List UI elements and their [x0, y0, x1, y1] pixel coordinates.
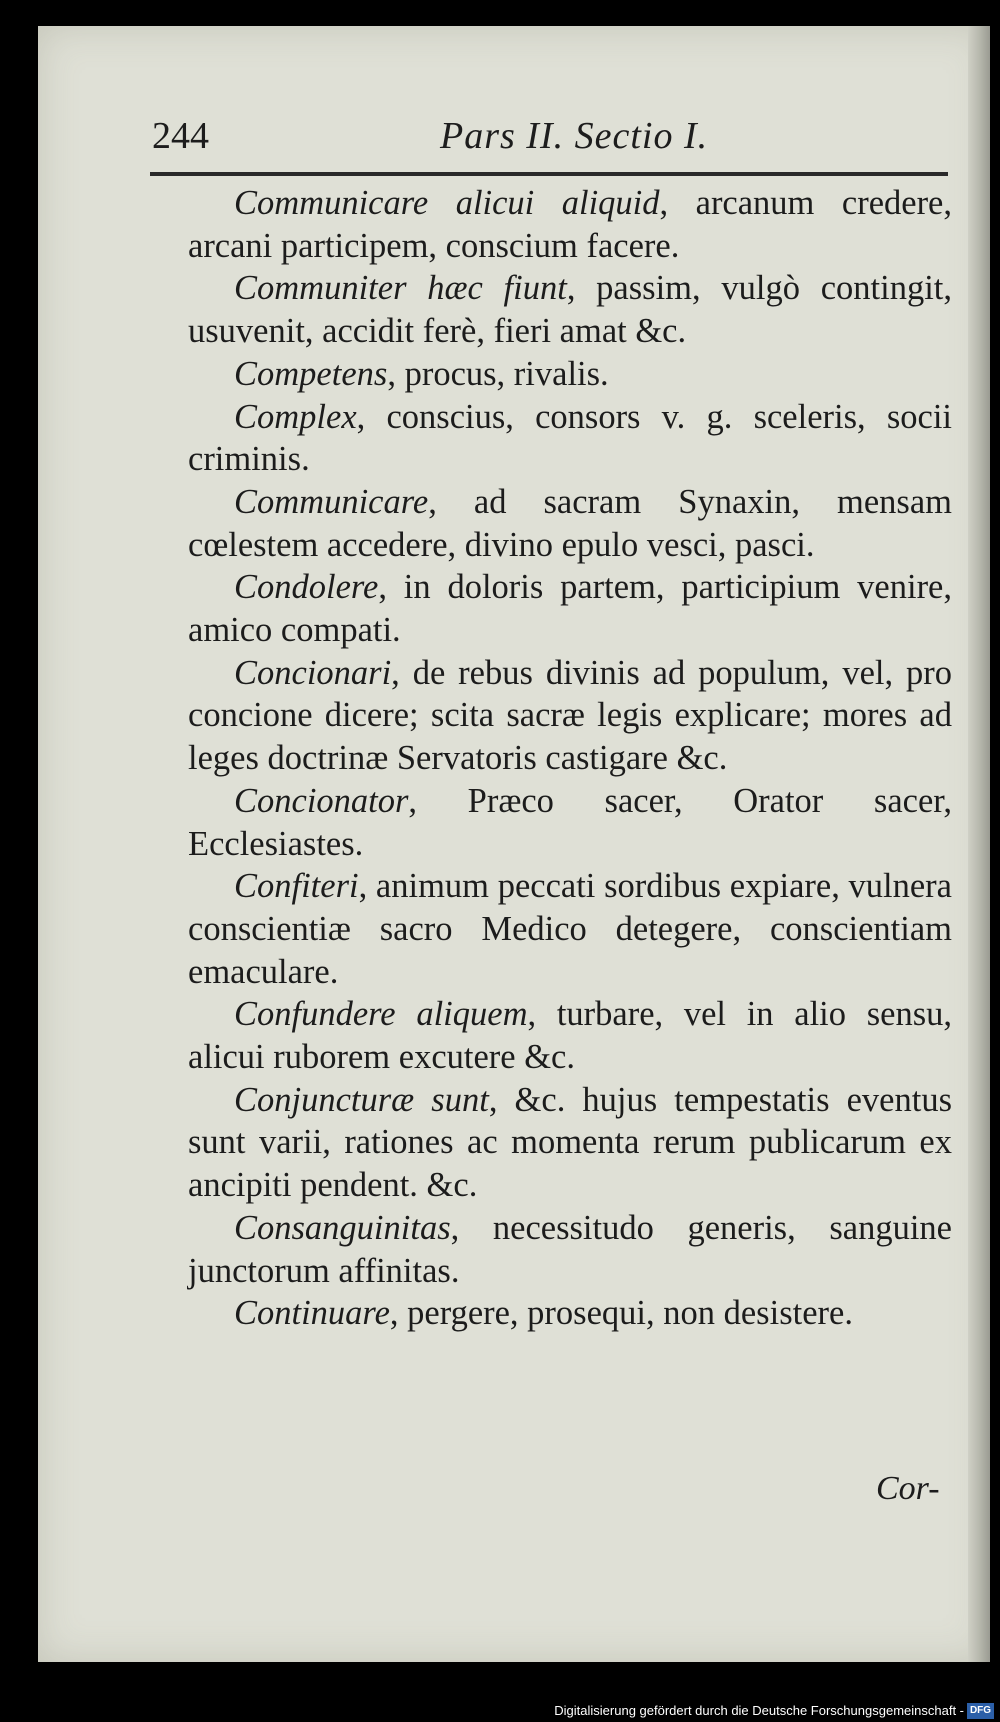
entry [188, 1292, 952, 1335]
footer-credit: Digitalisierung gefördert durch die Deutsche Forschungsgemeinschaft - [554, 1703, 964, 1718]
entry-text: , ad sacram Synaxin, mensam cœlestem accedere, divino epulo vesci, pasci. [188, 482, 952, 564]
entry [188, 780, 952, 865]
entry-lemma: Conjuncturæ sunt [234, 1080, 489, 1119]
entry-text: , passim, vulgò contingit, usuvenit, accidit ferè, fieri amat &c. [188, 269, 952, 351]
entry-text: , necessitudo generis, sanguine junctorum affinitas. [188, 1208, 952, 1290]
entry [188, 865, 952, 993]
entry-text: , turbare, vel in alio sensu, alicui ruborem excutere &c. [188, 995, 952, 1077]
entry-lemma: Condolere [234, 568, 379, 607]
entry-text: , procus, rivalis. [387, 354, 609, 393]
entry-lemma: Communicare [234, 482, 429, 521]
entry-lemma: Confundere aliquem [234, 995, 528, 1034]
entry [188, 267, 952, 352]
entry [188, 396, 952, 481]
entry-lemma: Complex [234, 397, 357, 436]
entry-text: , conscius, consors v. g. sceleris, socii criminis. [188, 397, 952, 479]
entry [188, 1207, 952, 1292]
entry [188, 1079, 952, 1207]
entry-text: , pergere, prosequi, non desistere. [389, 1294, 853, 1333]
page-edge [968, 26, 990, 1662]
entry [188, 993, 952, 1078]
running-title: Pars II. Sectio I. [440, 115, 709, 157]
entry-text: , de rebus divinis ad populum, vel, pro concione dicere; scita sacræ legis explicare; mores ad leges doctrinæ Servatoris castigare &c. [188, 653, 952, 778]
dfg-logo: DFG [967, 1703, 994, 1719]
entry [188, 481, 952, 566]
entry-lemma: Communicare alicui aliquid [234, 184, 660, 222]
entry-text: , Præco sacer, Orator sacer, Ecclesiastes. [188, 781, 952, 863]
entry-text: , &c. hujus tempestatis eventus sunt varii, rationes ac momenta rerum publicarum ex ancipiti pendent. &c. [188, 1080, 952, 1205]
entry-text: , animum peccati sordibus expiare, vulnera conscientiæ sacro Medico detegere, conscientiam emaculare. [188, 867, 952, 991]
entry-text: , in doloris partem, participium venire, amico compati. [188, 568, 952, 650]
entry [188, 353, 952, 396]
entry-lemma: Concionator [234, 781, 409, 820]
entry-lemma: Concionari [234, 653, 392, 692]
entry [188, 566, 952, 651]
entry-lemma: Competens [234, 354, 388, 393]
head-rule [150, 172, 948, 176]
entry-lemma: Communiter hæc fiunt [234, 269, 567, 308]
page-number: 244 [152, 115, 209, 157]
entry [188, 652, 952, 780]
dictionary-entries [188, 182, 952, 1335]
running-head [150, 92, 950, 157]
entry-lemma: Continuare [234, 1294, 390, 1333]
entry-lemma: Confiteri [234, 867, 359, 906]
entry-lemma: Consanguinitas [234, 1208, 451, 1247]
entry-text: , arcanum credere, arcani participem, conscium facere. [188, 184, 952, 265]
footer-bar [0, 1700, 1000, 1722]
entry [188, 182, 952, 267]
catchword: Cor- [876, 1470, 940, 1507]
